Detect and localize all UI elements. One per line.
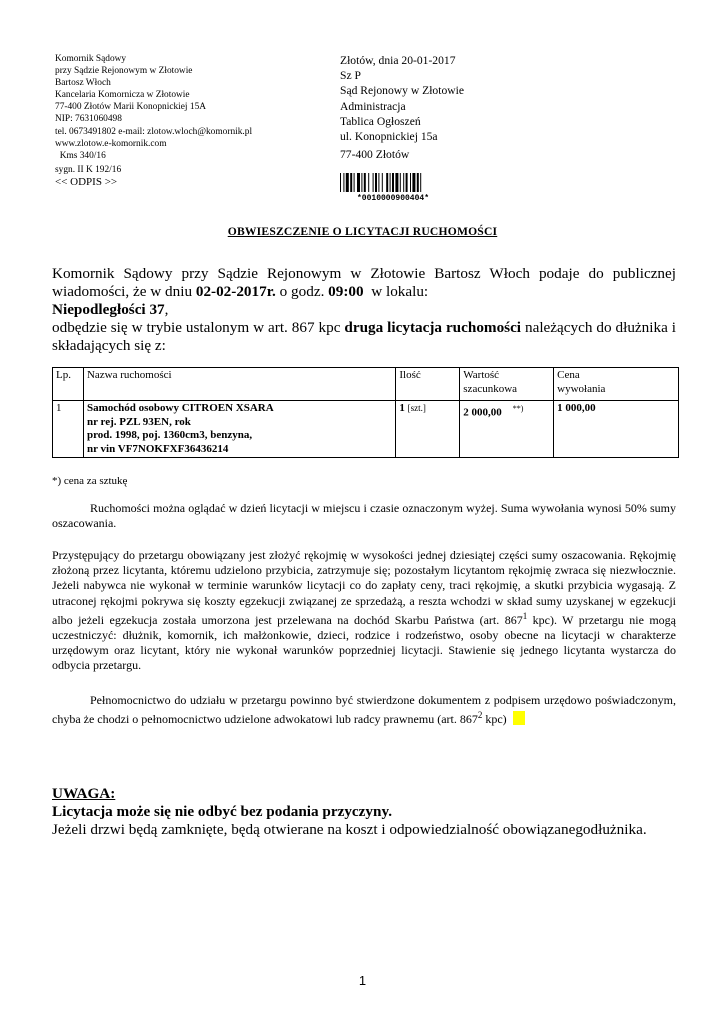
recipient-line: Administracja bbox=[340, 99, 406, 113]
barcode-bar bbox=[368, 173, 369, 192]
recipient-line: Tablica Ogłoszeń bbox=[340, 114, 421, 128]
barcode-bar bbox=[343, 173, 344, 192]
barcode-bar bbox=[420, 173, 421, 192]
document-date: Złotów, dnia 20-01-2017 bbox=[340, 54, 456, 67]
deposit-paragraph: Przystępujący do przetargu obowiązany jest złożyć rękojmię w wysokości jednej dziesiątej części sumy oszacowania. Rękojmię złożoną przez licytanta, któremu udzielono przybicia, zatrzymuje się; pozostałym licytantom rękojmię zwraca się niezwłocznie. Jeżeli nabywca nie wykonał w terminie warunków licytacji co do zapłaty ceny, traci rękojmię, a skutki przybicia wygasają. Z utraconej rękojmi pokrywa się koszty egzekucji związanej ze sprzedażą, a reszta wchodzi w skład sumy uzyskanej w egzekucji albo jeżeli egzekucja została umorzona jest przelewana na dochód Skarbu Państwa (art. $867^1$ kpc). W przetargu nie mogą uczestniczyć: dłużnik, komornik, ich małżonkowie, dzieci, rodzice i rodzeństwo, osoby obecne na licytacji w charakterze urzędowym oraz licytant, który nie wykonał warunków poprzedniej licytacji. Stawienie się jednego licytanta wystarcza do odbycia przetargu. bbox=[52, 548, 676, 673]
barcode-bar bbox=[417, 173, 419, 192]
header-lp: Lp. bbox=[53, 368, 84, 401]
barcode-bar bbox=[412, 173, 415, 192]
table-row bbox=[53, 401, 679, 458]
recipient-line: Sąd Rejonowy w Złotowie bbox=[340, 84, 464, 98]
announcement-intro bbox=[52, 265, 676, 355]
copy-label: << ODPIS >> bbox=[55, 175, 118, 188]
auction-date: 02-02-2017r. bbox=[195, 283, 276, 300]
bailiff-letterhead bbox=[55, 53, 252, 189]
barcode-bar bbox=[354, 173, 355, 192]
header-price: Cena wywołania bbox=[554, 368, 679, 401]
barcode-text: *0010000900404* bbox=[356, 194, 430, 201]
barcode-bar bbox=[400, 173, 401, 192]
barcode-bar bbox=[340, 173, 341, 192]
auction-place: Niepodległości 37 bbox=[52, 301, 165, 318]
intro-text: o godz. bbox=[275, 283, 329, 300]
viewing-paragraph: Ruchomości można oglądać w dzień licytacji w miejscu i czasie oznaczonym wyżej. Suma wywołania wynosi 50% sumy oszacowania. bbox=[52, 501, 676, 531]
barcode-bar bbox=[392, 173, 394, 192]
header-name: Nazwa ruchomości bbox=[83, 368, 395, 401]
items-table bbox=[52, 367, 679, 458]
letterhead-line: www.zlotow.e-komornik.com bbox=[55, 138, 167, 149]
barcode-bar bbox=[403, 173, 404, 192]
letterhead-line: Bartosz Włoch bbox=[55, 78, 111, 89]
recipient-block bbox=[340, 53, 464, 162]
signature-reference: sygn. II K 192/16 bbox=[55, 164, 122, 175]
highlight-mark bbox=[513, 711, 525, 725]
barcode-bar bbox=[364, 173, 366, 192]
barcode-bar bbox=[378, 173, 379, 192]
cell-qty: 1 [szt.] bbox=[396, 401, 460, 458]
power-of-attorney-paragraph: Pełnomocnictwo do udziału w przetargu powinno być stwierdzone dokumentem z podpisem urzędowo poświadczonym, chyba że chodzi o pełnomocnictwo udzielone adwokatowi lub radcy prawnemu (art. $867^2$ kpc) bbox=[52, 693, 676, 727]
letterhead-line: Kancelaria Komornicza w Złotowie bbox=[55, 90, 190, 101]
document-title: OBWIESZCZENIE O LICYTACJI RUCHOMOŚCI bbox=[227, 225, 498, 238]
barcode-bar bbox=[390, 173, 391, 192]
intro-text: należących do dłużnika i składających się z: bbox=[52, 319, 676, 354]
notice-line: Licytacja może się nie odbyć bez podania przyczyny. bbox=[52, 803, 392, 820]
barcode bbox=[340, 173, 446, 201]
barcode-graphic bbox=[340, 173, 446, 201]
page-number: 1 bbox=[358, 973, 367, 988]
barcode-bar bbox=[350, 173, 352, 192]
cell-value: 2 000,00 **) bbox=[460, 401, 554, 458]
barcode-bar bbox=[346, 173, 349, 192]
notice-line: Jeżeli drzwi będą zamknięte, będą otwierane na koszt i odpowiedzialność obowiązanegodłużnika. bbox=[52, 821, 647, 838]
barcode-bar bbox=[361, 173, 362, 192]
intro-text: Komornik Sądowy przy Sądzie Rejonowym w Złotowie Bartosz Włoch podaje do publicznej wiadomości, że w dniu bbox=[52, 265, 676, 300]
notice-title: UWAGA: bbox=[52, 785, 116, 802]
cell-lp: 1 bbox=[53, 401, 84, 458]
letterhead-line: przy Sądzie Rejonowym w Złotowie bbox=[55, 66, 193, 77]
cell-name: Samochód osobowy CITROEN XSARA nr rej. PZL 93EN, rok prod. 1998, poj. 1360cm3, benzyna, nr vin VF7NOKFXF36436214 bbox=[83, 401, 395, 458]
auction-time: 09:00 bbox=[328, 283, 364, 300]
header-qty: Ilość bbox=[396, 368, 460, 401]
letterhead-line: Komornik Sądowy bbox=[55, 54, 127, 64]
recipient-line: ul. Konopnickiej 15a bbox=[340, 130, 438, 144]
letterhead-line: NIP: 7631060498 bbox=[55, 114, 122, 125]
barcode-bar bbox=[375, 173, 377, 192]
intro-text: odbędzie się w trybie ustalonym w art. 867 kpc bbox=[52, 319, 345, 336]
recipient-line: Sz P bbox=[340, 69, 361, 83]
recipient-zip: 77-400 Złotów bbox=[340, 148, 410, 162]
barcode-bar bbox=[410, 173, 411, 192]
barcode-bar bbox=[406, 173, 408, 192]
auction-type: druga licytacja ruchomości bbox=[344, 319, 522, 336]
header-value: Wartość szacunkowa bbox=[460, 368, 554, 401]
table-header-row bbox=[53, 368, 679, 401]
footnote: *) cena za sztukę bbox=[52, 475, 128, 487]
intro-text: , bbox=[164, 301, 169, 318]
cell-price: 1 000,00 bbox=[554, 401, 679, 458]
barcode-bar bbox=[395, 173, 398, 192]
letterhead-line: tel. 0673491802 e-mail: zlotow.wloch@komornik.pl bbox=[55, 126, 253, 137]
letterhead-line: 77-400 Złotów Marii Konopnickiej 15A bbox=[55, 102, 207, 113]
case-number: Kms 340/16 bbox=[55, 150, 106, 161]
barcode-bar bbox=[382, 173, 383, 192]
barcode-bar bbox=[373, 173, 374, 192]
intro-text: w lokalu: bbox=[363, 283, 429, 300]
notice-block bbox=[52, 785, 647, 839]
barcode-bar bbox=[357, 173, 360, 192]
value-footnote-mark: **) bbox=[512, 404, 524, 413]
barcode-bar bbox=[386, 173, 388, 192]
